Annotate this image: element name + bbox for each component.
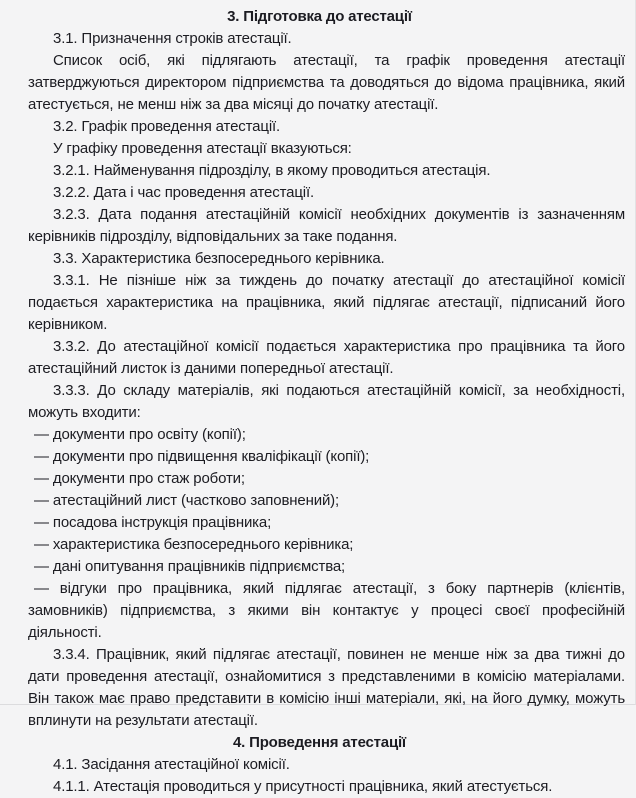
clause-3-3: 3.3. Характеристика безпосереднього керівника. bbox=[53, 250, 385, 267]
clause-3-1: 3.1. Призначення строків атестації. bbox=[53, 30, 292, 47]
materials-list bbox=[2, 424, 629, 644]
section-heading-3: 3. Підготовка до атестації bbox=[227, 8, 412, 25]
clause-3-3-4: 3.3.4. Працівник, який підлягає атестації, повинен не менше ніж за два тижні до дати проведення атестації, ознайомитися з представленими в комісію матеріалами. Він також має право представити в комісію інші матеріали, які, на його думку, можуть вплинути на результати атестації. bbox=[28, 646, 625, 729]
clause-3-3-2: 3.3.2. До атестаційної комісії подається характеристика про працівника та його атестаційний листок із даними попередньої атестації. bbox=[28, 338, 625, 377]
list-item: — дані опитування працівників підприємства; bbox=[34, 558, 346, 575]
list-item: — документи про підвищення кваліфікації (копії); bbox=[34, 448, 370, 465]
clause-3-3-1: 3.3.1. Не пізніше ніж за тиждень до початку атестації до атестаційної комісії подається характеристика на працівника, який підлягає атестації, підписаний його керівником. bbox=[28, 272, 625, 333]
clause-3-1-body: Список осіб, які підлягають атестації, та графік проведення атестації затверджуються директором підприємства та доводяться до відома працівника, який атестується, не менш ніж за два місяці до початку атестації. bbox=[28, 52, 625, 113]
list-item: — документи про стаж роботи; bbox=[34, 470, 245, 487]
clause-3-2-3: 3.2.3. Дата подання атестаційній комісії необхідних документів із зазначенням керівників підрозділу, відповідальних за таке подання. bbox=[28, 206, 625, 245]
clause-3-2: 3.2. Графік проведення атестації. bbox=[53, 118, 281, 135]
clause-3-2-2: 3.2.2. Дата і час проведення атестації. bbox=[53, 184, 314, 201]
list-item: — атестаційний лист (частково заповнений); bbox=[34, 492, 340, 509]
list-item: — характеристика безпосереднього керівника; bbox=[34, 536, 354, 553]
list-item: — документи про освіту (копії); bbox=[34, 426, 246, 443]
list-item: — посадова інструкція працівника; bbox=[34, 514, 272, 531]
clause-4-1-1: 4.1.1. Атестація проводиться у присутності працівника, який атестується. bbox=[53, 778, 553, 795]
clause-3-2-body: У графіку проведення атестації вказуються: bbox=[53, 140, 352, 157]
clause-3-2-1: 3.2.1. Найменування підрозділу, в якому проводиться атестація. bbox=[53, 162, 491, 179]
clause-3-3-3: 3.3.3. До складу матеріалів, які подаються атестаційній комісії, за необхідності, можуть входити: bbox=[28, 382, 625, 421]
section-heading-4: 4. Проведення атестації bbox=[233, 734, 406, 751]
list-item: — відгуки про працівника, який підлягає атестації, з боку партнерів (клієнтів, замовників) підприємства, з якими він контактує у процесі своєї професійній діяльності. bbox=[28, 580, 625, 641]
document-body bbox=[2, 6, 629, 798]
clause-4-1: 4.1. Засідання атестаційної комісії. bbox=[53, 756, 290, 773]
